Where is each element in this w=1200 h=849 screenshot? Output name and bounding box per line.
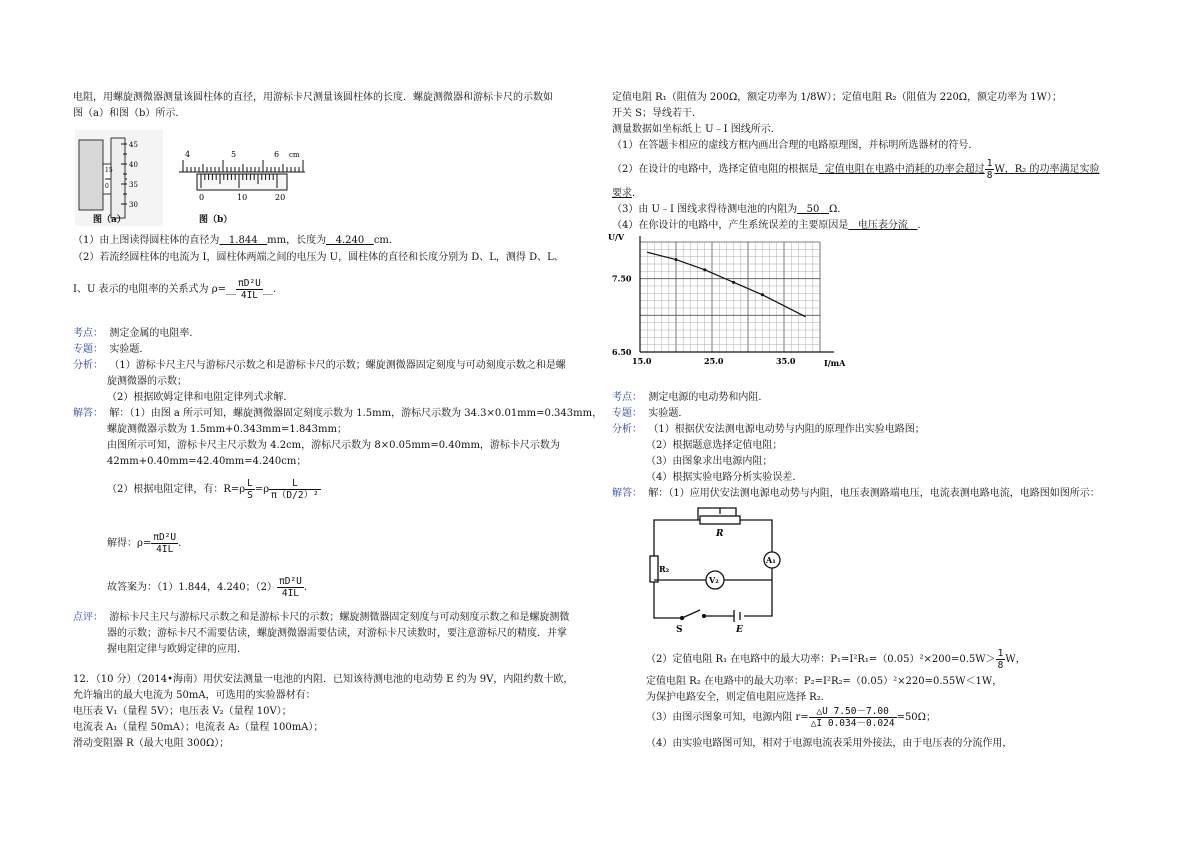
circuit-label-e: E [736,625,743,635]
dianping-line [73,612,569,624]
dianping-label: 点评： [73,612,103,623]
r-zhuanti-label: 专题： [612,408,642,419]
fenxi-label: 分析： [73,360,103,371]
x-tick-label: 35.0 [776,356,796,366]
jieda-line-6: 解得：ρ= $\frac{\text{πD²U}}{4IL}$ . [107,532,182,555]
r7-answer [848,220,917,231]
q1-text-b: mm，长度为 [267,235,327,246]
r6-answer-value: 50 [806,204,820,215]
r5-text: （2）在设计的电路中，选择定值电阻的根据是 [612,164,819,175]
zhuanti-text: 实验题． [109,344,150,355]
q1-answer-length-value: 4.240 [335,235,365,246]
r-line-4: （1）在答题卡相应的虚线方框内画出合理的电路原理图，并标明所选器材的符号． [612,140,979,151]
r-zhuanti-line [612,408,688,420]
answer-formula-num: πD²U [278,576,302,587]
circuit-label-r: R [716,529,724,539]
r-line-1: 定值电阻 R₁（阻值为 200Ω，额定功率为 1/8W）；定值电阻 R₂（阻值为 220Ω，额定功率为 1W）； [612,92,1062,103]
jieda-line-4: 42mm+0.40mm=42.40mm=4.240cm； [107,456,307,467]
q2-line: （2）若流经圆柱体的电流为 I，圆柱体两端之间的电压为 U，圆柱体的直径和长度分别为 D、L，测得 D、L、 [73,252,564,263]
r-line-5 [612,158,1099,181]
r-line-2: 开关 S；导线若干． [612,108,703,119]
q1-line [73,235,399,247]
jieda-text-1: 解：（1）由图 a 所示可知，螺旋测微器固定刻度示数为 1.5mm，游标尺示数为 34.3×0.01mm=0.343mm， [109,408,603,419]
data-point [703,268,706,271]
fig-a-label: 图（a） [93,215,126,225]
jieda-fraction-2-num: L [269,478,321,490]
jieda-formula-num: πD²U [153,532,177,543]
r-fenxi-label: 分析： [612,424,642,435]
vernier-tick-label: 0 [199,193,205,202]
r-jieda-line-3: 定值电阻 R₂ 在电路中的最大功率：P₂=I²R₂=（0.05）²×220=0.55W＜1W， [646,676,1003,687]
q1-answer-length [326,235,374,246]
r-jieda-resistance-den: △I 0.034－0.024 [810,718,895,729]
r-jieda-resistance-fraction [809,706,897,729]
answer-formula-den: 4IL [281,588,300,599]
q1-text-a: （1）由上图读得圆柱体的直径为 [73,235,220,246]
fenxi-line-1b: 旋测微器的示数； [107,376,187,387]
fenxi-text-1: （1）游标卡尺主尺与游标尺示数之和是游标卡尺的示数；螺旋测微器固定刻度与可动刻度示数之和是螺 [109,360,566,371]
jieda-fraction-1 [245,478,255,501]
r-zhuanti-text: 实验题． [648,408,689,419]
micrometer-tick-label: 45 [129,141,138,149]
q1-answer-diameter-value: 1.844 [228,235,258,246]
r-jieda-text-2: （2）定值电阻 R₁ 在电路中的最大功率：P₁=I²R₁=（0.05）²×200=0.5W＞ [646,654,996,665]
zhuanti-label: 专题： [73,344,103,355]
r-fenxi-line-4: （4）根据实验电路分析实验误差． [646,472,803,483]
fig-b-label: 图（b） [199,215,233,225]
r5-fraction-den: 8 [986,170,993,181]
r-jieda-line-4: 为保护电路安全，则定值电阻应选择 R₂． [646,692,831,703]
vernier-main-tick-label: 6 [274,150,280,159]
vernier-tick-label: 20 [275,193,286,202]
kaodian-label: 考点： [73,328,103,339]
r-jieda-fraction-den: 8 [997,660,1004,671]
r-fenxi-line [612,424,925,436]
q12-line-1: 12．（10 分）（2014•海南）用伏安法测量一电池的内阻．已知该待测电池的电动势 E 约为 9V，内阻约数十欧， [73,674,574,685]
vernier-main-tick-label: 4 [185,150,191,159]
zhuanti-line [73,344,149,356]
r6-text-b: Ω． [828,204,848,215]
micrometer-figure [75,130,163,226]
r-jieda-resistance-num: △U 7.50－7.00 [809,706,897,718]
q2-formula-num: πD²U [238,278,261,289]
micrometer-tick-label: 40 [129,161,138,169]
fenxi-line [73,360,566,372]
jieda-line-7: 故答案为：（1）1.844，4.240；（2） $\frac{\text{πD²U}}{4IL}$ . [107,576,308,599]
dianping-line-3: 握电阻定律与欧姆定律的应用． [107,644,247,655]
x-tick-label: 15.0 [632,356,652,366]
r-jieda-line [612,488,1100,500]
jieda-label: 解答： [73,408,103,419]
q12-line-5: 滑动变阻器 R（最大电阻 300Ω）； [73,738,230,749]
circuit-label-r2: R₂ [659,564,670,574]
jieda-line-2: 螺旋测微器示数为 1.5mm+0.343mm=1.843mm； [107,424,347,435]
micrometer-tick-label: 35 [129,181,138,189]
r-fenxi-line-2: （2）根据题意选择定值电阻； [646,440,783,451]
circuit-diagram [648,504,788,640]
r-kaodian-line [612,392,768,404]
r5-answer-text: 定值电阻在电路中消耗的功率会超过 [824,164,985,175]
data-point [675,258,678,261]
micrometer-scale-digit: 15 [105,167,113,174]
r-line-7 [612,220,927,232]
circuit-label-s: S [676,625,683,635]
jieda-fraction-2-den: π（D/2）² [271,490,319,501]
r-jieda-line-2 [612,648,1026,671]
r-fenxi-text-1: （1）根据伏安法测电源电动势与内阻的原理作出实验电路图； [648,424,925,435]
ui-graph-svg [608,232,848,370]
r-jieda-text-1: 解：（1）应用伏安法测电源电动势与内阻，电压表测路端电压，电流表测电路电流，电路图如图所示： [648,488,1100,499]
dianping-line-2: 器的示数；游标卡尺不需要估读，螺旋测微器需要估读，对游标卡尺读数时，要注意游标尺的精度．并掌 [107,628,567,639]
dianping-text-1: 游标卡尺主尺与游标尺示数之和是游标卡尺的示数；螺旋测微器固定刻度与可动刻度示数之和是螺旋测微 [109,612,570,623]
r-jieda-text-5b: =50Ω； [896,712,936,723]
ui-graph [608,232,848,373]
q2-line-b: I、U 表示的电阻率的关系式为 ρ=__ $\frac{\text{πD²U}}{4IL}$ __. [73,278,277,301]
r-kaodian-label: 考点： [612,392,642,403]
jieda-fraction-1-num: L [247,478,253,489]
answer-formula [277,576,304,599]
r7-text: （4）在你设计的电路中，产生系统误差的主要原因是 [612,220,849,231]
q12-line-2: 允许输出的最大电流为 50mA，可选用的实验器材有： [73,690,316,701]
r5-fraction [985,158,995,181]
jieda-text-7: 故答案为：（1）1.844，4.240；（2） [107,582,277,593]
jieda-line-3: 由图所示可知，游标卡尺主尺示数为 4.2cm，游标尺示数为 8×0.05mm=0.40mm，游标卡尺示数为 [107,440,560,451]
jieda-text-5: （2）根据电阻定律，有：R=ρ [107,484,246,495]
q2-formula [236,278,263,301]
micrometer-tick-label: 30 [129,201,138,209]
r-jieda-line-5 [646,706,936,729]
r7-text-b: ． [917,220,928,231]
q12-line-3: 电压表 V₁（量程 5V）；电压表 V₂（量程 10V）； [73,706,292,717]
r5-answer [818,158,1100,181]
r-kaodian-text: 测定电源的电动势和内阻． [648,392,769,403]
q12-line-4: 电流表 A₁（量程 50mA）；电流表 A₂（量程 100mA）； [73,722,324,733]
y-tick-label: 7.50 [612,273,632,284]
data-point [732,281,735,284]
r5-answer-text-3: 要求 [612,188,632,199]
vernier-figure [177,148,307,212]
fenxi-line-2: （2）根据欧姆定律和电阻定律列式求解． [107,392,294,403]
r-line-5b: 要求． [612,188,642,199]
r-fenxi-line-3: （3）由图象求出电源内阻； [646,456,773,467]
jieda-formula [151,532,178,555]
jieda-line [73,408,602,420]
r-line-6 [612,204,847,216]
jieda-fraction-2 [269,478,321,501]
vernier-tick-label: 10 [237,193,248,202]
r-jieda-text-5: （3）由图示图象可知，电源内阻 r= [646,712,809,723]
q1-text-c: cm． [373,235,399,246]
r-jieda-text-2b: W， [1005,654,1026,665]
kaodian-line [73,328,199,340]
r6-answer [797,204,829,215]
x-tick-label: 25.0 [704,356,724,366]
kaodian-text: 测定金属的电阻率． [109,328,200,339]
q2-text-b: I、U 表示的电阻率的关系式为 ρ= [73,284,226,295]
intro-line-1: 电阻，用螺旋测微器测量该圆柱体的直径，用游标卡尺测量该圆柱体的长度．螺旋测微器和游标卡尺的示数如 [73,92,553,103]
vernier-main-tick-label: 5 [231,150,237,159]
intro-line-2: 图（a）和图（b）所示． [73,108,186,119]
r-jieda-fraction [996,648,1006,671]
circuit-label-v: V₂ [709,575,719,585]
vernier-unit-label: cm [289,151,300,159]
jieda-formula-den: 4IL [156,544,174,555]
jieda-text-6: 解得：ρ= [107,538,152,549]
micrometer-scale-digit: 0 [105,183,109,190]
r-jieda-fraction-num: 1 [997,648,1004,659]
r-jieda-line-6: （4）由实验电路图可知，相对于电源电流表采用外接法，由于电压表的分流作用， [646,738,1013,749]
data-point [761,293,764,296]
q1-answer-diameter [219,235,267,246]
r7-answer-value: 电压表分流 [857,220,908,231]
r5-answer-text-2: W，R₂ 的功率满足实验 [994,164,1100,175]
r6-text: （3）由 U﹣I 图线求得待测电池的内阻为 [612,204,798,215]
y-axis-label: U/V [608,232,625,242]
circuit-label-a: A₁ [766,555,776,565]
jieda-fraction-1-den: S [247,490,253,501]
y-tick-label: 6.50 [612,347,632,357]
jieda-text-5-mid: =ρ [254,484,270,495]
r-jieda-label: 解答： [612,488,642,499]
x-axis-label: I/mA [824,358,846,368]
jieda-line-5 [107,478,321,501]
q2-formula-den: 4IL [240,290,259,301]
r-line-3: 测量数据如坐标纸上 U﹣I 图线所示． [612,124,781,135]
r5-fraction-num: 1 [986,158,993,169]
